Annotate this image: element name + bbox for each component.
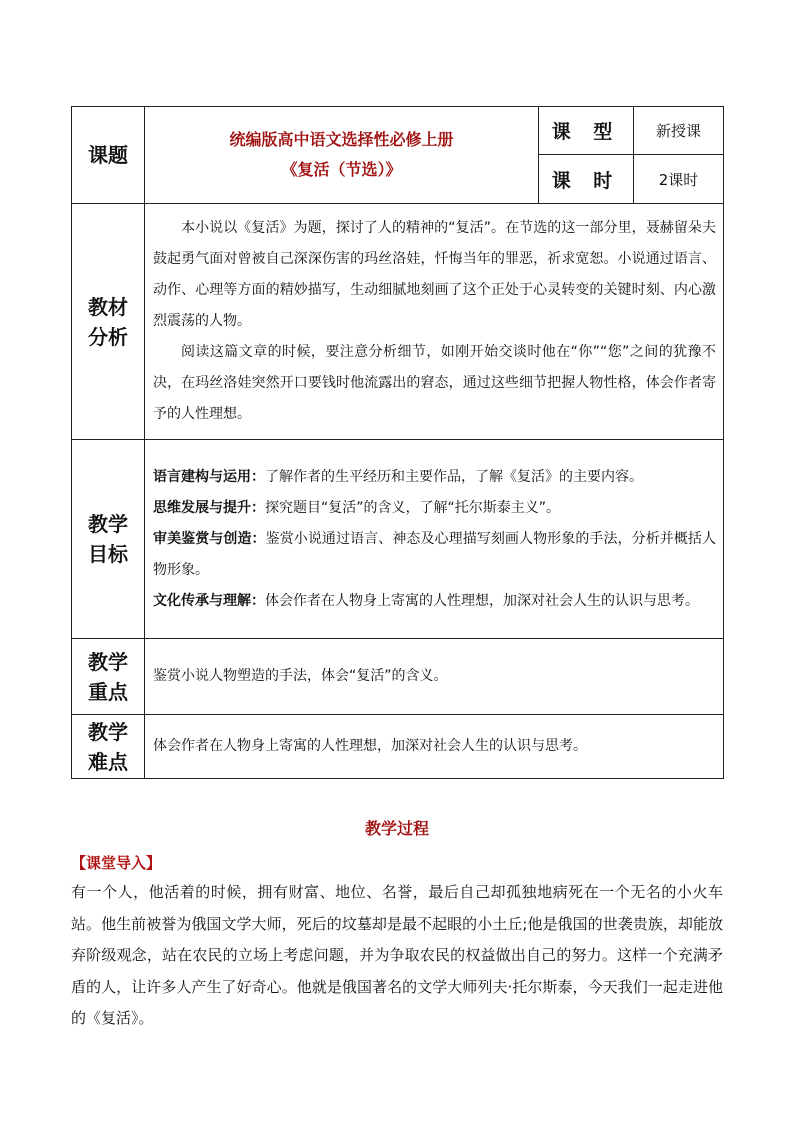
key-points-label-line1: 教学 xyxy=(88,649,128,674)
hours-value: 2课时 xyxy=(634,155,724,204)
analysis-label-line2: 分析 xyxy=(88,324,128,349)
difficulties-label-line1: 教学 xyxy=(88,719,128,744)
type-label: 课 型 xyxy=(539,107,634,155)
difficulties-text: 体会作者在人物身上寄寓的人性理想，加深对社会人生的认识与思考。 xyxy=(145,715,724,779)
process-title: 教学过程 xyxy=(364,819,429,838)
goal-text: 探究题目“复活”的含义，了解“托尔斯泰主义”。 xyxy=(265,499,561,516)
difficulties-label-line2: 难点 xyxy=(88,749,128,774)
goals-label-cell xyxy=(72,440,145,639)
goal-item xyxy=(153,462,716,493)
goals-label-line2: 目标 xyxy=(88,542,128,566)
goal-item xyxy=(153,586,716,617)
goal-item xyxy=(153,524,716,586)
topic-label: 课题 xyxy=(88,143,128,167)
goals-label-line1: 教学 xyxy=(88,512,128,536)
goal-text: 鉴赏小说通过语言、神态及心理描写刻画人物形象的手法，分析并概括人物形象。 xyxy=(153,530,717,578)
goal-text: 了解作者的生平经历和主要作品，了解《复活》的主要内容。 xyxy=(265,468,643,485)
hours-label: 课 时 xyxy=(539,155,634,204)
lesson-plan-table xyxy=(71,106,724,779)
key-points-text: 鉴赏小说人物塑造的手法，体会“复活”的含义。 xyxy=(145,639,724,715)
key-points-label-cell xyxy=(72,639,145,715)
key-points-label-line2: 重点 xyxy=(88,679,128,704)
goal-label: 语言建构与运用： xyxy=(153,468,265,485)
goals-content xyxy=(145,440,724,639)
analysis-label-cell xyxy=(72,204,145,440)
analysis-content xyxy=(145,204,724,440)
difficulties-label-cell xyxy=(72,715,145,779)
lesson-title-line1: 统编版高中语文选择性必修上册 xyxy=(229,130,454,149)
goal-label: 文化传承与理解： xyxy=(153,592,265,609)
goal-text: 体会作者在人物身上寄寓的人性理想，加深对社会人生的认识与思考。 xyxy=(265,592,699,609)
topic-label-cell xyxy=(72,107,145,204)
lesson-title-cell xyxy=(145,107,539,204)
analysis-label-line1: 教材 xyxy=(88,294,128,319)
analysis-paragraph-2: 阅读这篇文章的时候，要注意分析细节，如刚开始交谈时他在“你”“您”之间的犹豫不决，在玛丝洛娃突然开口要钱时他流露出的窘态，通过这些细节把握人物性格，体会作者寄予的人性理想。 xyxy=(153,344,716,422)
goal-label: 审美鉴赏与创造： xyxy=(153,530,266,547)
intro-paragraph: 有一个人，他活着的时候，拥有财富、地位、名誉，最后自己却孤独地病死在一个无名的小火车站。他生前被誉为俄国文学大师，死后的坟墓却是最不起眼的小土丘;他是俄国的世袭贵族，却能放弃阶级观念，站在农民的立场上考虑问题，并为争取农民的权益做出自己的努力。这样一个充满矛盾的人，让许多人产生了好奇心。他就是俄国著名的文学大师列夫·托尔斯泰，今天我们一起走进他的《复活》。 xyxy=(71,883,723,1027)
type-value: 新授课 xyxy=(634,107,724,155)
goal-label: 思维发展与提升： xyxy=(153,499,265,516)
lesson-title-line2: 《复活（节选）》 xyxy=(281,160,402,179)
goal-item xyxy=(153,493,716,524)
intro-label: 【课堂导入】 xyxy=(71,854,162,872)
analysis-paragraph-1: 本小说以《复活》为题，探讨了人的精神的“复活”。在节选的这一部分里，聂赫留朵夫鼓起勇气面对曾被自己深深伤害的玛丝洛娃，忏悔当年的罪恶，祈求宽恕。小说通过语言、动作、心理等方面的精妙描写，生动细腻地刻画了这个正处于心灵转变的关键时刻、内心激烈震荡的人物。 xyxy=(153,220,716,329)
